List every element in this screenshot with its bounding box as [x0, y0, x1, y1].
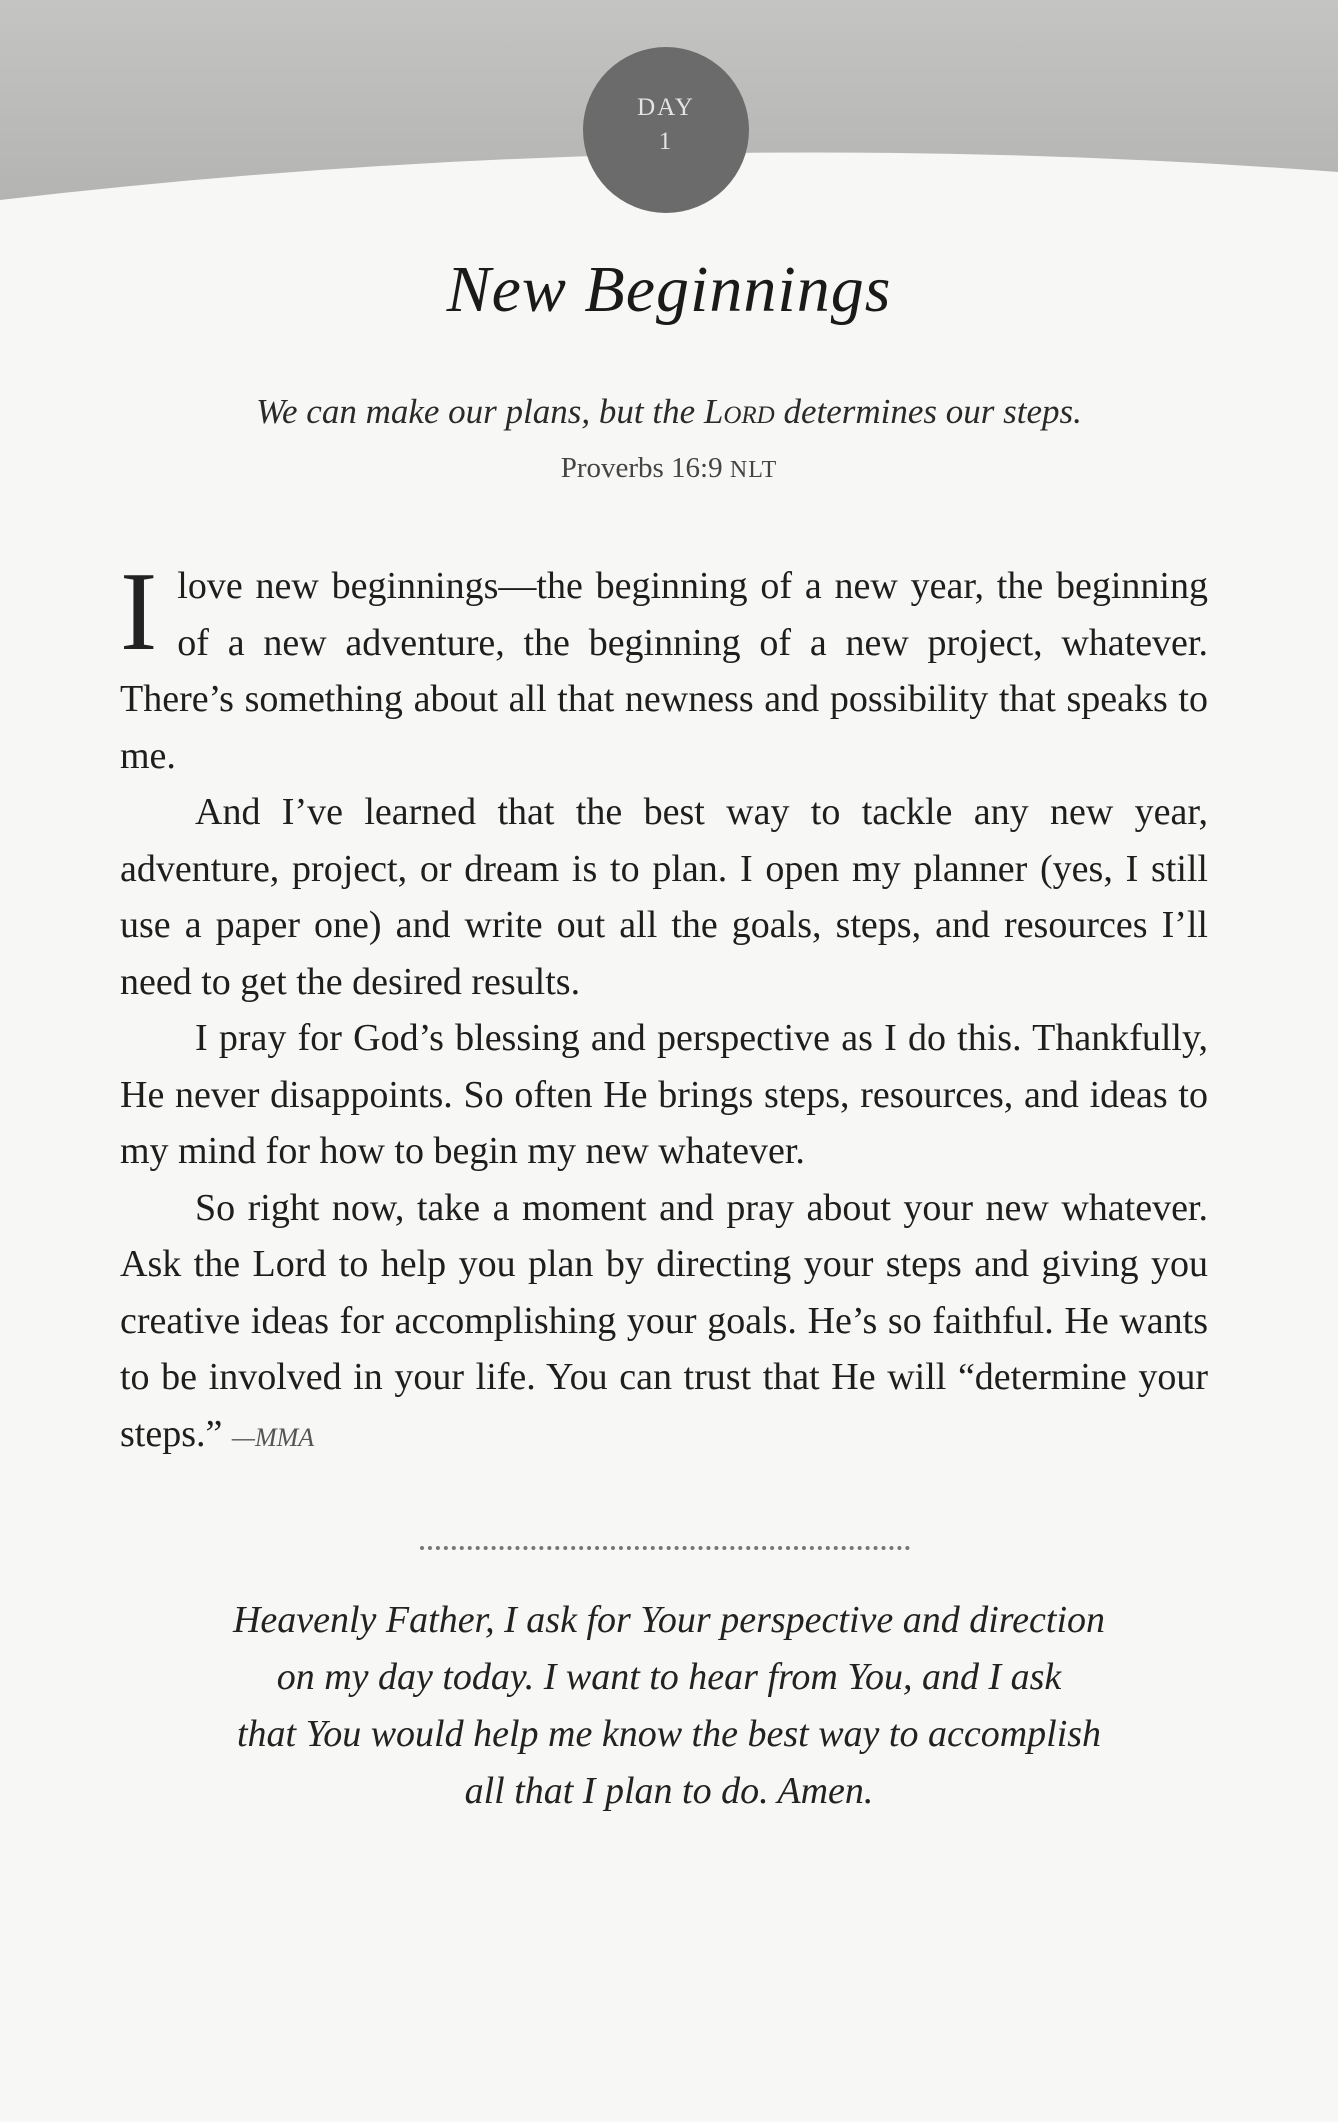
body-paragraph-2: And I’ve learned that the best way to tackle any new year, adventure, project, or dream is to plan. I open my planner (yes, I still use a paper one) and write out all the goals, steps, and resources I’ll need to get the desired results. — [120, 791, 1208, 1003]
verse-reference-text: Proverbs 16:9 — [560, 452, 723, 484]
verse-text-start: We can make our plans, but the — [256, 392, 704, 431]
devotional-body — [120, 550, 1208, 1466]
day-badge — [583, 47, 749, 213]
verse-lord: Lord — [703, 392, 775, 431]
prayer-line-3: that You would help me know the best way to accomplish — [236, 1713, 1102, 1755]
drop-cap: I — [120, 550, 158, 674]
day-label: DAY — [637, 94, 695, 121]
body-paragraph-1 — [120, 550, 1208, 784]
verse-text-end: determines our steps. — [774, 392, 1082, 431]
body-paragraph-4 — [120, 1180, 1208, 1467]
prayer-line-1: Heavenly Father, I ask for Your perspective and direction — [232, 1599, 1106, 1641]
page-title: New Beginnings — [446, 253, 892, 326]
dotted-divider — [420, 1546, 910, 1550]
body-paragraph-1-text: love new beginnings—the beginning of a new year, the beginning of a new adventure, the beginning of a new project, whatever. There’s something about all that newness and possibility that speaks to me. — [120, 565, 1208, 777]
verse-reference — [0, 452, 1338, 485]
body-paragraph-3: I pray for God’s blessing and perspective as I do this. Thankfully, He never disappoints. So often He brings steps, resources, and ideas to my mind for how to begin my new whatever. — [120, 1017, 1208, 1172]
prayer-line-2: on my day today. I want to hear from You, and I ask — [276, 1656, 1062, 1698]
prayer — [0, 1592, 1338, 1820]
body-paragraph-4-text: So right now, take a moment and pray about your new whatever. Ask the Lord to help you plan by directing your steps and giving you creative ideas for accomplishing your goals. He’s so faithful. He wants to be involved in your life. You can trust that He will “determine your steps.” — [120, 1186, 1208, 1455]
prayer-line-4: all that I plan to do. Amen. — [464, 1770, 874, 1812]
verse-translation: NLT — [729, 457, 778, 483]
day-number: 1 — [658, 128, 674, 155]
author-signature: —MMA — [231, 1422, 315, 1452]
scripture-verse — [0, 392, 1338, 432]
